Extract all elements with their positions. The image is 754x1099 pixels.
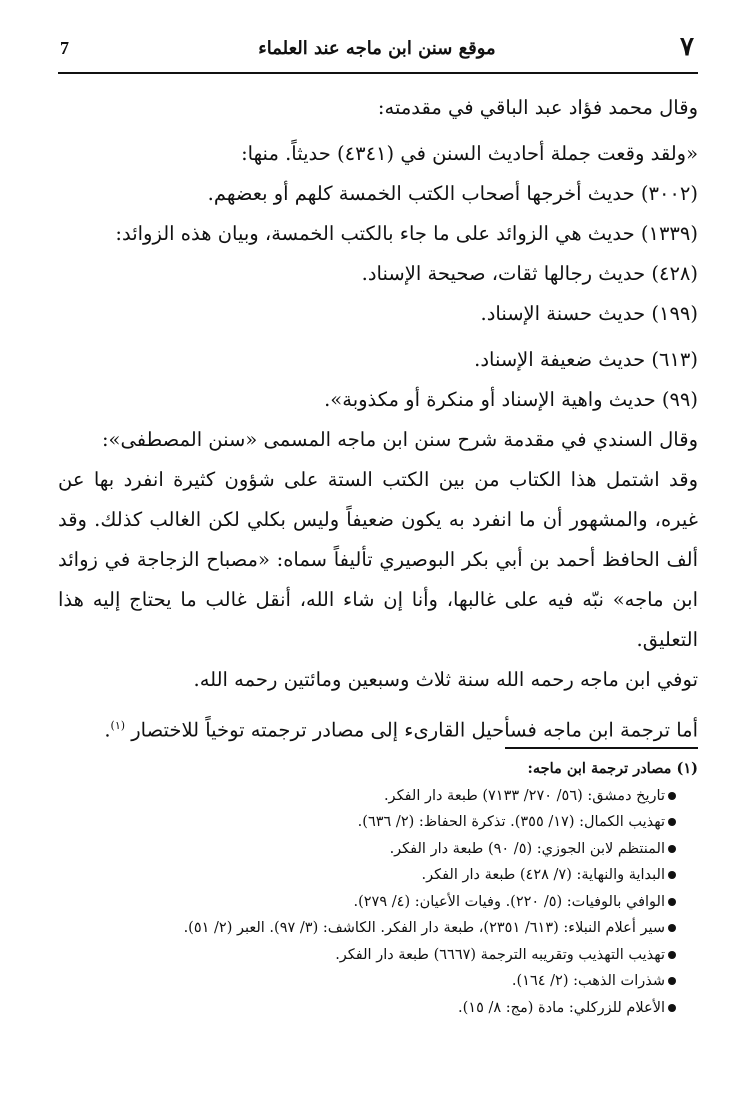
footnote-item: تهذيب الكمال: (١٧/ ٣٥٥). تذكرة الحفاظ: (٢/ ٦٣٦). [100,809,698,836]
bullet-icon [668,977,676,985]
bullet-icon [668,792,676,800]
bullet-icon [668,898,676,906]
page-number-arabic: ٧ [680,32,694,62]
footnote-rule [505,747,698,749]
footnote-item: الوافي بالوفيات: (٥/ ٢٢٠). وفيات الأعيان: (٤/ ٢٧٩). [100,889,698,916]
footnotes [100,756,698,1021]
paragraph: أما ترجمة ابن ماجه فسأحيل القارىء إلى مصادر ترجمته توخياً للاختصار $^{(١)}$. [104,718,698,742]
header-rule [58,72,698,74]
page-number-latin: 7 [60,38,69,58]
footnote-item: تهذيب التهذيب وتقريبه الترجمة (٦٦٦٧) طبعة دار الفكر. [100,942,698,969]
paragraph: (٣٠٠٢) حديث أخرجها أصحاب الكتب الخمسة كلهم أو بعضهم. [207,182,698,205]
bullet-icon [668,871,676,879]
paragraph: توفي ابن ماجه رحمه الله سنة ثلاث وسبعين ومائتين رحمه الله. [193,668,698,691]
paragraph: (٩٩) حديث واهية الإسناد أو منكرة أو مكذوبة». [324,388,698,411]
bullet-icon [668,924,676,932]
paragraph: (١٩٩) حديث حسنة الإسناد. [480,302,698,325]
footnote-item: الأعلام للزركلي: مادة (مج: ٨/ ١٥). [100,995,698,1022]
footnote-item: سير أعلام النبلاء: (٦١٣/ ٢٣٥١)، طبعة دار الفكر. الكاشف: (٣/ ٩٧). العبر (٢/ ٥١). [100,915,698,942]
bullet-icon [668,1004,676,1012]
paragraph: وقد اشتمل هذا الكتاب من بين الكتب الستة على شؤون كثيرة انفرد بها عن غيره، والمشهور أن ما انفرد به يكون ضعيفاً وليس بكلي لكن الغالب كذلك. وقد ألف الحافظ أحمد بن أبي بكر البوصيري تأليفاً سماه: «مصباح الزجاجة في زوائد ابن ماجه» نبّه فيه على غالبها، وأنا إن شاء الله، أنقل غالب ما يحتاج إليه هذا التعليق. [58,468,698,651]
footnote-item: المنتظم لابن الجوزي: (٥/ ٩٠) طبعة دار الفكر. [100,836,698,863]
footnote-item: البداية والنهاية: (٧/ ٤٢٨) طبعة دار الفكر. [100,862,698,889]
footnote-marker: (١) [110,719,126,732]
paragraph: (١٣٣٩) حديث هي الزوائد على ما جاء بالكتب الخمسة، وبيان هذه الزوائد: [115,222,698,245]
running-title: موقع سنن ابن ماجه عند العلماء [258,38,496,59]
paragraph: (٤٢٨) حديث رجالها ثقات، صحيحة الإسناد. [361,262,698,285]
footnote-item: تاريخ دمشق: (٥٦/ ٢٧٠/ ٧١٣٣) طبعة دار الفكر. [100,783,698,810]
paragraph: «ولقد وقعت جملة أحاديث السنن في (٤٣٤١) حديثاً. منها: [241,142,698,165]
bullet-icon [668,818,676,826]
bullet-icon [668,951,676,959]
main-text [58,88,698,751]
paragraph: وقال محمد فؤاد عبد الباقي في مقدمته: [377,96,698,119]
page-header [60,30,694,70]
footnote-heading: (١) مصادر ترجمة ابن ماجه: [527,760,698,777]
paragraph: وقال السندي في مقدمة شرح سنن ابن ماجه المسمى «سنن المصطفى»: [101,428,698,451]
bullet-icon [668,845,676,853]
paragraph-text: أما ترجمة ابن ماجه فسأحيل القارىء إلى مصادر ترجمته توخياً للاختصار [131,718,698,742]
footnote-item: شذرات الذهب: (٢/ ١٦٤). [100,968,698,995]
paragraph: (٦١٣) حديث ضعيفة الإسناد. [474,348,698,371]
